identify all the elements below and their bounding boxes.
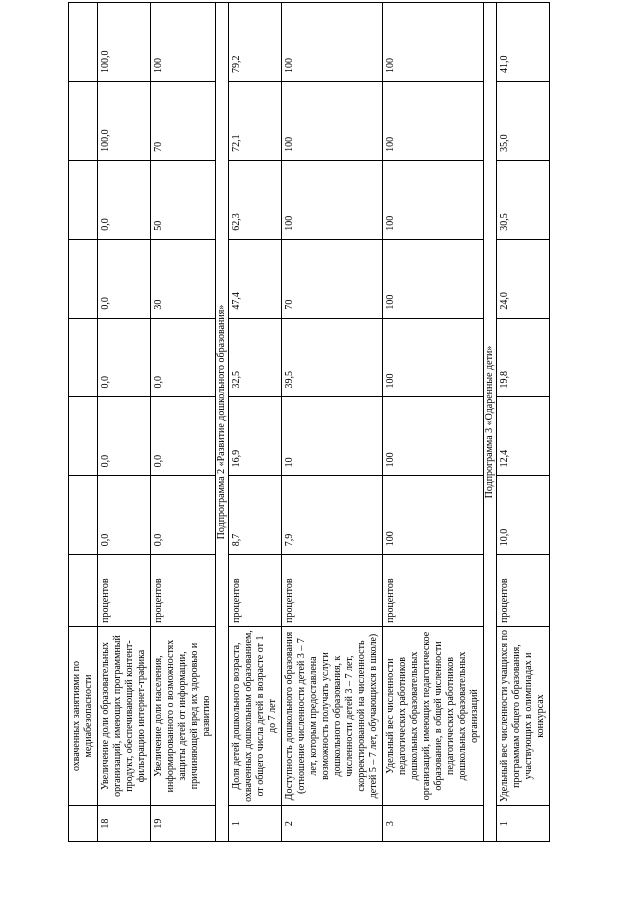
row-number: 19 (151, 806, 216, 842)
value-cell: 100 (383, 81, 484, 160)
value-cell: 35,0 (497, 81, 550, 160)
table-row (383, 3, 484, 842)
value-cell: 100 (282, 81, 383, 160)
table-row (282, 3, 383, 842)
value-cell: 32,5 (229, 318, 282, 397)
indicator-name: Удельный вес численности учащихся по программам общего образования, участвующих в олимпиадах и конкурсах (497, 626, 550, 805)
indicator-name: Доля детей дошкольного возраста, охваченных дошкольным образованием, от общего числа детей в возрасте от 1 до 7 лет (229, 626, 282, 805)
value-cell (69, 476, 98, 555)
indicator-name: Увеличение доли образовательных организаций, имеющих программный продукт, обеспечивающий контент-фильтрацию интернет-трафика (98, 626, 151, 805)
value-cell (69, 318, 98, 397)
value-cell: 0,0 (151, 397, 216, 476)
value-cell: 100 (383, 476, 484, 555)
value-cell: 100,0 (98, 3, 151, 82)
value-cell (69, 160, 98, 239)
value-cell: 0,0 (98, 160, 151, 239)
value-cell: 24,0 (497, 239, 550, 318)
value-cell: 0,0 (98, 239, 151, 318)
value-cell: 0,0 (151, 476, 216, 555)
row-number: 18 (98, 806, 151, 842)
unit-cell: процентов (282, 555, 383, 627)
value-cell: 72,1 (229, 81, 282, 160)
section-title: Подпрограмма 2 «Развитие дошкольного образования» (216, 3, 229, 842)
value-cell: 100 (383, 239, 484, 318)
indicators-table (68, 2, 550, 842)
value-cell: 50 (151, 160, 216, 239)
indicator-name: охваченных занятиями по медиабезопасности (69, 626, 98, 805)
rotated-page (68, 2, 571, 842)
unit-cell: процентов (229, 555, 282, 627)
value-cell: 79,2 (229, 3, 282, 82)
value-cell: 100 (383, 318, 484, 397)
value-cell: 10 (282, 397, 383, 476)
unit-cell: процентов (98, 555, 151, 627)
value-cell: 100,0 (98, 81, 151, 160)
value-cell (69, 397, 98, 476)
value-cell: 70 (151, 81, 216, 160)
value-cell: 41,0 (497, 3, 550, 82)
value-cell: 100 (383, 160, 484, 239)
value-cell: 16,9 (229, 397, 282, 476)
unit-cell: процентов (151, 555, 216, 627)
section-title: Подпрограмма 3 «Одаренные дети» (484, 3, 497, 842)
value-cell: 47,4 (229, 239, 282, 318)
table-row (98, 3, 151, 842)
table-row (151, 3, 216, 842)
unit-cell: процентов (497, 555, 550, 627)
value-cell (69, 3, 98, 82)
value-cell: 62,3 (229, 160, 282, 239)
row-number: 1 (497, 806, 550, 842)
table-row (497, 3, 550, 842)
row-number: 3 (383, 806, 484, 842)
value-cell: 0,0 (98, 397, 151, 476)
value-cell: 12,4 (497, 397, 550, 476)
value-cell (69, 239, 98, 318)
value-cell: 100 (282, 160, 383, 239)
value-cell: 19,8 (497, 318, 550, 397)
indicator-name: Удельный вес численности педагогических работников дошкольных образовательных организаций, имеющих педагогическое образование, в общей численности педагогических работников дошкольных образовательных организаций (383, 626, 484, 805)
value-cell: 8,7 (229, 476, 282, 555)
indicator-name: Доступность дошкольного образования (отношение численности детей 3 – 7 лет, которым предоставлена возможность получать услуги дошкольного образования, к численности детей 3 – 7 лет, скорректированной на численность детей 5 – 7 лет, обучающихся в школе) (282, 626, 383, 805)
value-cell: 30 (151, 239, 216, 318)
value-cell: 100 (151, 3, 216, 82)
value-cell: 0,0 (98, 476, 151, 555)
unit-cell (69, 555, 98, 627)
value-cell (69, 81, 98, 160)
value-cell: 100 (383, 3, 484, 82)
value-cell: 7,9 (282, 476, 383, 555)
row-number: 1 (229, 806, 282, 842)
section-header-row (484, 3, 497, 842)
value-cell: 39,5 (282, 318, 383, 397)
value-cell: 0,0 (98, 318, 151, 397)
value-cell: 10,0 (497, 476, 550, 555)
unit-cell: процентов (383, 555, 484, 627)
value-cell: 70 (282, 239, 383, 318)
table-row (69, 3, 98, 842)
indicator-name: Увеличение доли населения, информированного о возможностях защиты детей от информации, причиняющей вред их здоровью и развитию (151, 626, 216, 805)
value-cell: 100 (383, 397, 484, 476)
table-row (229, 3, 282, 842)
value-cell: 30,5 (497, 160, 550, 239)
section-header-row (216, 3, 229, 842)
row-number: 2 (282, 806, 383, 842)
value-cell: 0,0 (151, 318, 216, 397)
value-cell: 100 (282, 3, 383, 82)
row-number (69, 806, 98, 842)
